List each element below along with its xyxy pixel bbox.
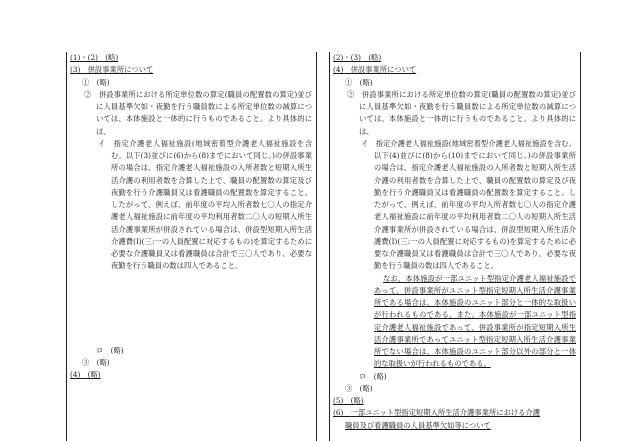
item-4-3: ③ (略) [345, 383, 373, 393]
item-3-3: ③ (略) [82, 357, 110, 367]
item-5: (5) (略) [333, 396, 364, 405]
item-i-mark: イ [361, 138, 369, 148]
item-4-1: ① (略) [345, 77, 373, 87]
item-i-paragraph [333, 138, 576, 273]
item-3-2-text: 併設事業所における所定単位数の算定(職員の配置数の算定)並びに人員基準欠如・夜勤を行う職員数による所定単位数の減算については、本体施設と一体的に行うものであること。より具体的には、 [96, 89, 312, 136]
item-3-2-mark: ② [84, 89, 92, 99]
item-6-line-1: (6) 一部ユニット型指定短期入所生活介護事業所における介護 [333, 408, 541, 418]
item-3-2-paragraph [70, 89, 312, 138]
item-i-mark: イ [98, 138, 106, 148]
item-4: (4) (略) [70, 370, 101, 379]
revised-text-column [329, 52, 581, 441]
item-i-text: 指定介護老人福祉施設(地域密着型介護老人福祉施設を含む。以下(4)並びに(8)から(10)までにおいて同じ。)の併設事業所の場合は、指定介護老人福祉施設の入所者数と短期入所生活介護の利用者数を合算した上で、職員の配置数の算定及び夜勤を行う介護職員又は看護職員の配置数を算定すること。したがって、例えば、前年度の平均入所者数七〇人の指定介護老人福祉施設に前年度の平均利用者数二〇人の短期入所生活介護事業所が併設されている場合は、併設型短期入所生活介護費(I)(三:一の人員配置に対応するもの)を算定するために必要な介護職員又は看護職員は合計で三〇人であり、必要な夜勤を行う職員の数は四人であること。 [374, 138, 577, 271]
item-ro: ロ (略) [359, 371, 387, 381]
item-3-1: ① (略) [82, 77, 110, 87]
item-4-2-mark: ② [347, 89, 355, 99]
blank-space [70, 273, 312, 345]
unit-note-paragraph: なお、本体施設が一部ユニット型指定介護老人福祉施設であって、併設事業所がユニット型指定短期入所生活介護事業所である場合は、本体施設のユニット部分と一体的な取扱いが行われるものである。また、本体施設が一部ユニット型指定介護老人福祉施設であって、併設事業所が指定短期入所生活介護事業所であってユニット型指定短期入所生活介護事業所でない場合は、本体施設のユニット部分以外の部分と一体的な取扱いが行われるものである。 [374, 273, 576, 369]
item-1-2: (1)・(2) (略) [70, 53, 119, 62]
item-i-text: 指定介護老人福祉施設(地域密着型介護老人福祉施設を含む。以下(3)並びに(6)から(8)までにおいて同じ。)の併設事業所の場合は、指定介護老人福祉施設の入所者数と短期入所生活介護の利用者数を合算した上で、職員の配置数の算定及び夜勤を行う介護職員又は看護職員の配置数を算定すること。したがって、例えば、前年度の平均入所者数七〇人の指定介護老人福祉施設に前年度の平均利用者数二〇人の短期入所生活介護事業所が併設されている場合は、併設型短期入所生活介護費(I)(三:一の人員配置に対応するもの)を算定するために必要な介護職員又は看護職員は合計で三〇人であり、必要な夜勤を行う職員の数は四人であること。 [111, 138, 313, 271]
item-i-paragraph [70, 138, 312, 273]
item-4-2-text: 併設事業所における所定単位数の算定(職員の配置数の算定)並びに人員基準欠如・夜勤を行う職員数による所定単位数の減算については、本体施設と一体的に行うものであること。より具体的には、 [359, 89, 577, 136]
item-3-heading: (3) 併設事業所について [70, 65, 154, 75]
item-ro: ロ (略) [96, 345, 124, 355]
item-6-line-2: 職員及び看護職員の人員基準欠如等について [345, 420, 491, 430]
current-text-column [66, 52, 317, 441]
item-4-2-paragraph [333, 89, 576, 138]
item-4-heading: (4) 併設事業所について [333, 65, 417, 75]
item-2-3: (2)・(3) (略) [333, 53, 382, 62]
